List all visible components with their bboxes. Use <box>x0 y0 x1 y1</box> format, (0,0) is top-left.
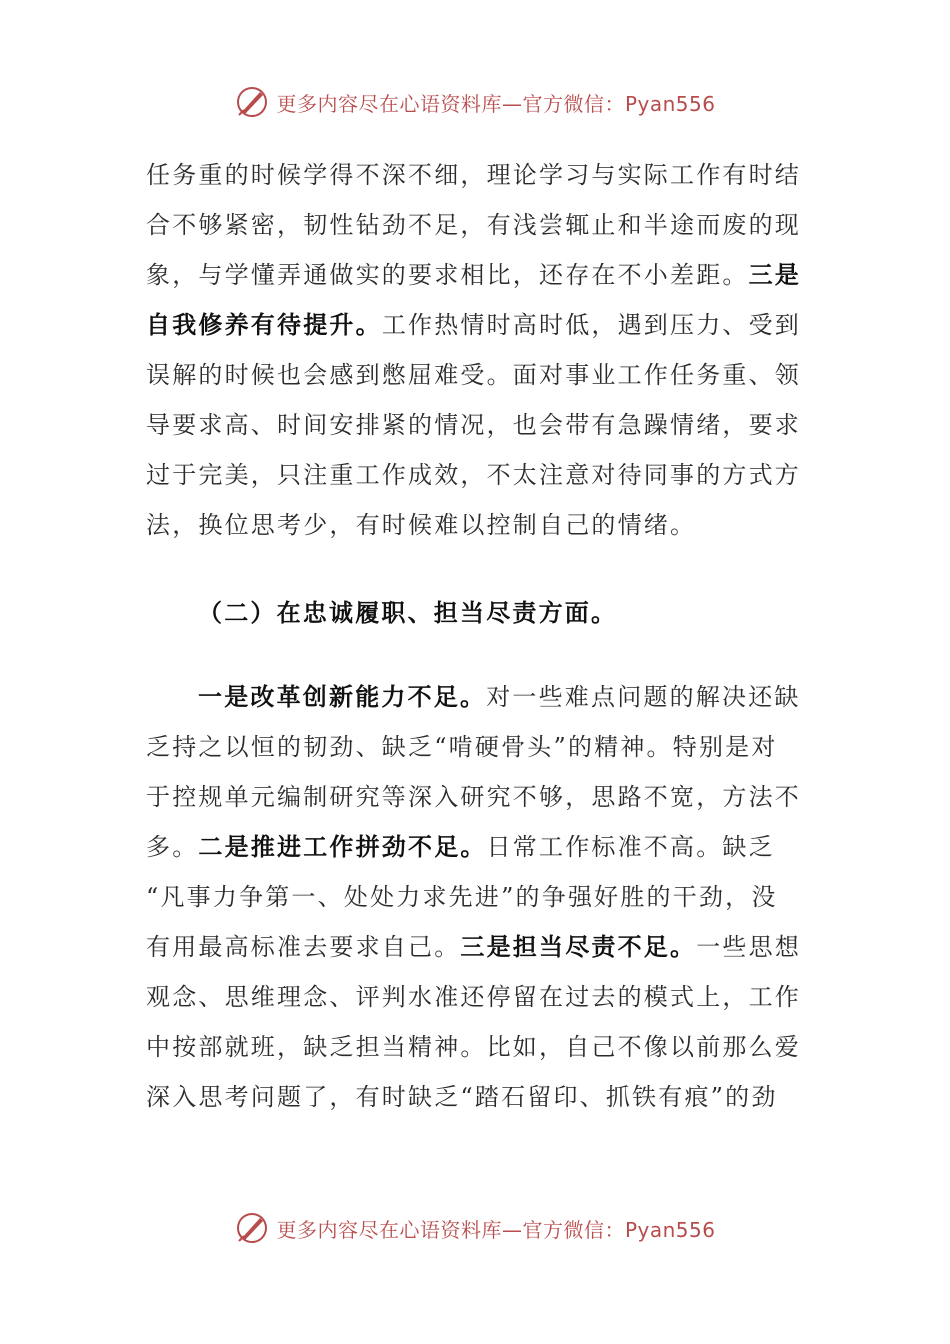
text-line: 多。二是推进工作拼劲不足。日常工作标准不高。缺乏 <box>146 832 775 861</box>
bold-phrase: 三是担当尽责不足。 <box>460 932 697 961</box>
header-banner-text: 更多内容尽在心语资料库—官方微信：Pyan556 <box>276 91 716 116</box>
header-banner <box>0 84 950 120</box>
text-line: 观念、思维理念、评判水准还停留在过去的模式上，工作 <box>146 983 801 1011</box>
text-line: 深入思考问题了，有时缺乏“踏石留印、抓铁有痕”的劲 <box>146 1083 778 1111</box>
text-line: 任务重的时候学得不深不细，理论学习与实际工作有时结 <box>146 161 801 189</box>
document-body <box>146 150 812 1122</box>
text-line: 导要求高、时间安排紧的情况，也会带有急躁情绪，要求 <box>146 411 801 439</box>
text-line: 乏持之以恒的韧劲、缺乏“啃硬骨头”的精神。特别是对 <box>146 733 778 761</box>
bold-phrase: 二是推进工作拼劲不足。 <box>198 832 487 861</box>
footer-banner-text: 更多内容尽在心语资料库—官方微信：Pyan556 <box>276 1217 716 1242</box>
footer-banner <box>0 1210 950 1246</box>
text-line: 中按部就班，缺乏担当精神。比如，自己不像以前那么爱 <box>146 1033 801 1061</box>
bold-phrase: 一是改革创新能力不足。 <box>198 682 487 711</box>
bold-phrase: 自我修养有待提升。 <box>146 310 382 339</box>
text-line: “凡事力争第一、处处力求先进”的争强好胜的干劲，没 <box>146 883 778 911</box>
quill-pen-logo-icon <box>234 1210 270 1246</box>
text-line: 误解的时候也会感到憋屈难受。面对事业工作任务重、领 <box>146 361 801 389</box>
text-line: 合不够紧密，韧性钻劲不足，有浅尝辄止和半途而废的现 <box>146 211 801 239</box>
text-line: 象，与学懂弄通做实的要求相比，还存在不小差距。三是 <box>146 260 802 289</box>
text-line: 于控规单元编制研究等深入研究不够，思路不宽，方法不 <box>146 783 801 811</box>
text-line: 自我修养有待提升。工作热情时高时低，遇到压力、受到 <box>146 310 802 339</box>
text-line: 有用最高标准去要求自己。三是担当尽责不足。一些思想 <box>146 932 802 961</box>
bold-phrase: 三是 <box>748 260 802 289</box>
text-line: 法，换位思考少，有时候难以控制自己的情绪。 <box>146 511 697 539</box>
quill-pen-logo-icon <box>234 84 270 120</box>
text-line: 一是改革创新能力不足。对一些难点问题的解决还缺 <box>198 682 801 711</box>
text-line: 过于完美，只注重工作成效，不太注意对待同事的方式方 <box>146 461 801 489</box>
section-heading: （二）在忠诚履职、担当尽责方面。 <box>198 598 618 627</box>
